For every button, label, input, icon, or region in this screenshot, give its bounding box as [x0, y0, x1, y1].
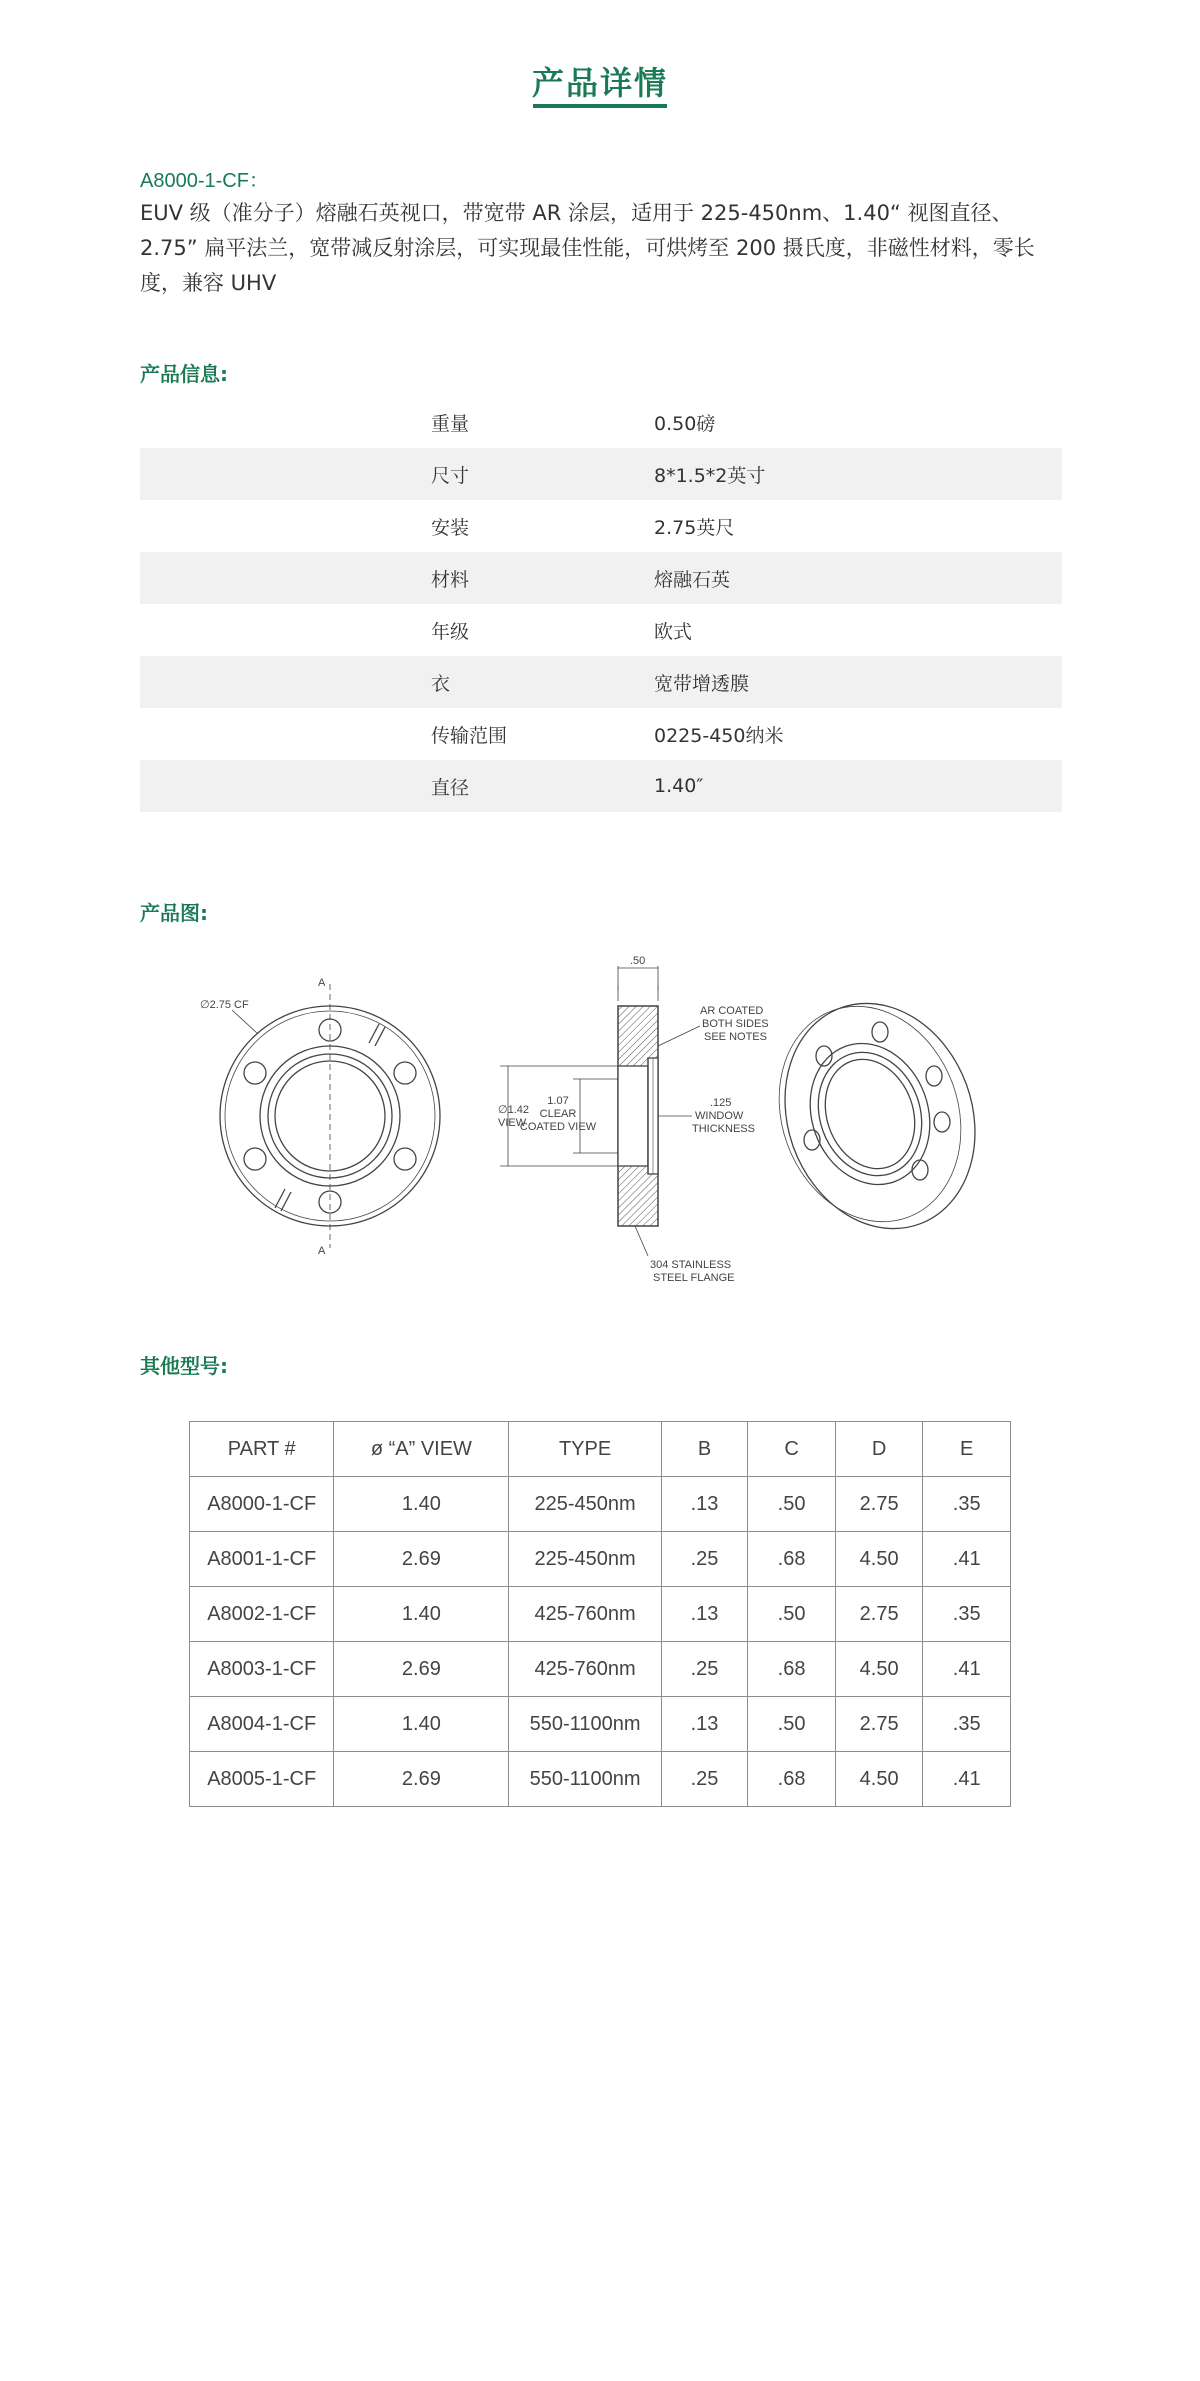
info-row [140, 448, 1062, 500]
product-description: EUV 级（准分子）熔融石英视口，带宽带 AR 涂层，适用于 225-450nm、1.40“ 视图直径、2.75” 扁平法兰，宽带减反射涂层，可实现最佳性能，可烘烤至 200 摄氏度，非磁性材料，零长度，兼容 UHV [140, 201, 1035, 295]
info-value: 1.40″ [654, 775, 704, 797]
cell-b: .25 [661, 1532, 748, 1587]
cell-type: 550-1100nm [509, 1752, 661, 1807]
cell-view: 1.40 [334, 1697, 509, 1752]
cell-e: .35 [923, 1477, 1011, 1532]
info-row [140, 760, 1062, 812]
table-row [190, 1752, 1011, 1807]
cell-part: A8002-1-CF [190, 1587, 334, 1642]
cell-c: .68 [748, 1752, 836, 1807]
cell-b: .25 [661, 1642, 748, 1697]
header-part: PART # [190, 1422, 334, 1477]
table-row [190, 1642, 1011, 1697]
info-row [140, 396, 1062, 448]
cell-view: 1.40 [334, 1587, 509, 1642]
info-table [140, 396, 1062, 812]
section-mark-top: A [318, 977, 326, 989]
cell-d: 2.75 [835, 1697, 923, 1752]
info-value: 2.75英尺 [654, 516, 735, 539]
cell-type: 550-1100nm [509, 1697, 661, 1752]
cell-e: .41 [923, 1532, 1011, 1587]
models-section-label: 其他型号: [140, 1354, 228, 1378]
models-table [189, 1421, 1011, 1807]
cell-d: 4.50 [835, 1532, 923, 1587]
cell-type: 425-760nm [509, 1587, 661, 1642]
flange-cf-label: ∅2.75 CF [200, 999, 249, 1011]
info-value: 0.50磅 [654, 412, 716, 435]
ar-label-3: SEE NOTES [704, 1031, 767, 1043]
cell-part: A8003-1-CF [190, 1642, 334, 1697]
info-key: 尺寸 [431, 464, 470, 487]
view-dia-label-1: ∅1.42 [498, 1104, 529, 1116]
cell-c: .50 [748, 1477, 836, 1532]
cell-type: 225-450nm [509, 1477, 661, 1532]
info-key: 安装 [431, 516, 470, 539]
info-value: 熔融石英 [654, 568, 731, 591]
cell-type: 225-450nm [509, 1532, 661, 1587]
page-title: 产品详情 [531, 64, 668, 102]
cell-e: .41 [923, 1752, 1011, 1807]
cell-d: 2.75 [835, 1477, 923, 1532]
image-section-label: 产品图: [140, 901, 208, 925]
clear-label-2: CLEAR [539, 1108, 577, 1120]
window-label-2: WINDOW [695, 1110, 744, 1122]
cell-part: A8001-1-CF [190, 1532, 334, 1587]
stainless-label-2: STEEL FLANGE [653, 1272, 735, 1284]
table-row [190, 1697, 1011, 1752]
header-view: ø “A” VIEW [334, 1422, 509, 1477]
cell-e: .35 [923, 1587, 1011, 1642]
cell-c: .50 [748, 1697, 836, 1752]
cell-e: .41 [923, 1642, 1011, 1697]
info-row [140, 604, 1062, 656]
ar-label-2: BOTH SIDES [702, 1018, 769, 1030]
cell-view: 2.69 [334, 1642, 509, 1697]
flange-isometric-view [750, 976, 1006, 1255]
cell-d: 4.50 [835, 1642, 923, 1697]
info-value: 8*1.5*2英寸 [654, 464, 766, 487]
product-technical-drawing [180, 946, 1020, 1296]
flange-front-view [220, 984, 440, 1248]
info-key: 直径 [431, 776, 470, 799]
section-mark-bottom: A [318, 1245, 326, 1257]
stainless-label-1: 304 STAINLESS [650, 1259, 732, 1271]
cell-view: 2.69 [334, 1752, 509, 1807]
cell-d: 2.75 [835, 1587, 923, 1642]
cell-c: .68 [748, 1532, 836, 1587]
info-row [140, 656, 1062, 708]
cell-e: .35 [923, 1697, 1011, 1752]
table-row [190, 1532, 1011, 1587]
cell-c: .50 [748, 1587, 836, 1642]
info-section-label: 产品信息: [140, 362, 228, 386]
cell-type: 425-760nm [509, 1642, 661, 1697]
table-row [190, 1587, 1011, 1642]
header-b: B [661, 1422, 748, 1477]
window-label-3: THICKNESS [692, 1123, 755, 1135]
window-label-1: .125 [710, 1097, 732, 1109]
cell-b: .25 [661, 1752, 748, 1807]
info-row [140, 552, 1062, 604]
info-key: 材料 [431, 568, 470, 591]
cell-c: .68 [748, 1642, 836, 1697]
header-e: E [923, 1422, 1011, 1477]
info-key: 传输范围 [431, 724, 508, 747]
cell-b: .13 [661, 1697, 748, 1752]
cell-view: 2.69 [334, 1532, 509, 1587]
info-key: 衣 [431, 672, 451, 695]
info-value: 欧式 [654, 620, 693, 643]
clear-label-3: COATED VIEW [519, 1121, 597, 1133]
info-row [140, 708, 1062, 760]
cell-b: .13 [661, 1587, 748, 1642]
cell-part: A8000-1-CF [190, 1477, 334, 1532]
header-d: D [835, 1422, 923, 1477]
info-value: 宽带增透膜 [654, 672, 750, 695]
info-key: 重量 [431, 412, 470, 435]
cell-d: 4.50 [835, 1752, 923, 1807]
cell-b: .13 [661, 1477, 748, 1532]
info-row [140, 500, 1062, 552]
flange-section-view [500, 966, 700, 1256]
model-label: A8000-1-CF： [140, 170, 269, 192]
header-type: TYPE [509, 1422, 661, 1477]
header-c: C [748, 1422, 836, 1477]
view-dia-label-2: VIEW [498, 1117, 527, 1129]
clear-label-1: 1.07 [547, 1095, 569, 1107]
cell-part: A8004-1-CF [190, 1697, 334, 1752]
models-header-row [190, 1422, 1011, 1477]
ar-label-1: AR COATED [700, 1005, 764, 1017]
cell-part: A8005-1-CF [190, 1752, 334, 1807]
cell-view: 1.40 [334, 1477, 509, 1532]
thickness-label: .50 [630, 955, 646, 967]
info-value: 0225-450纳米 [654, 724, 784, 747]
table-row [190, 1477, 1011, 1532]
title-underline [533, 104, 667, 108]
info-key: 年级 [431, 620, 470, 643]
